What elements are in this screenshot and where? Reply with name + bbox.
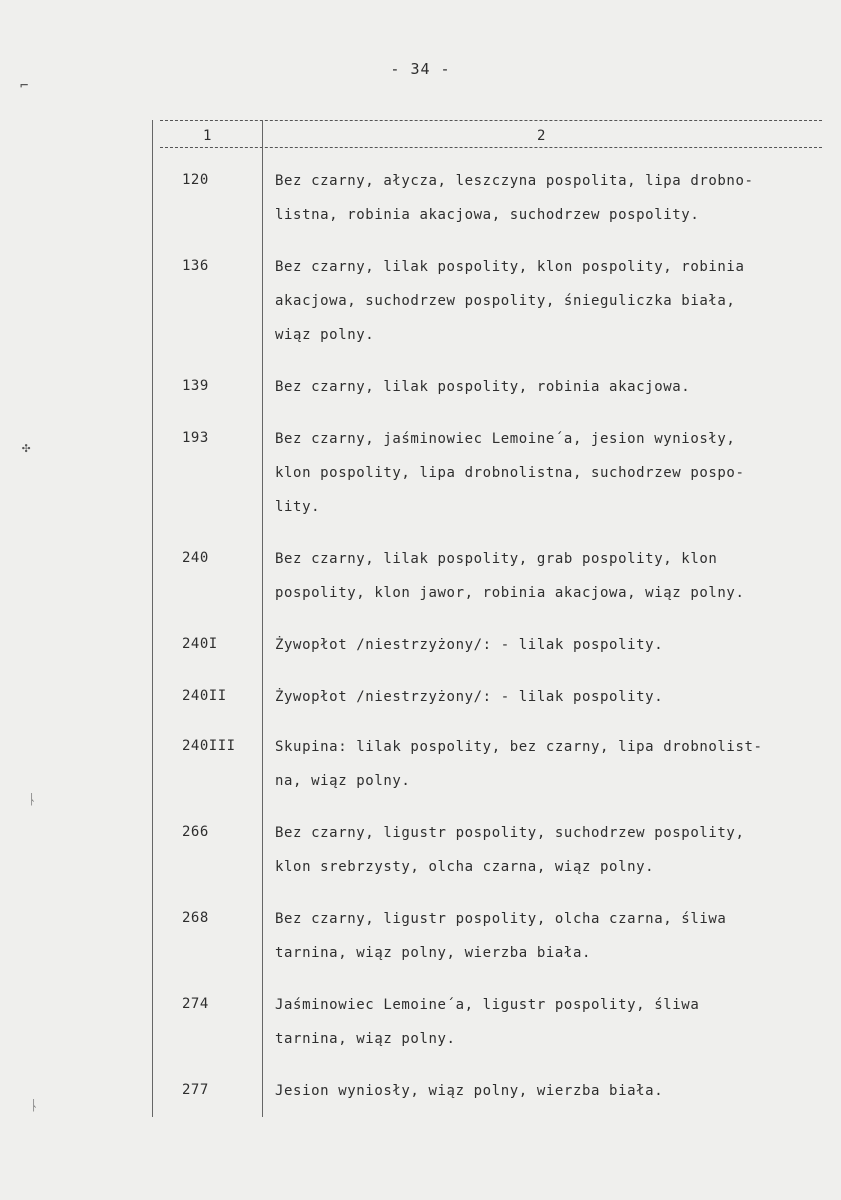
row-text-line: Żywopłot /niestrzyżony/: - lilak pospolity. — [275, 689, 664, 705]
row-text — [275, 1074, 835, 1108]
row-text-line: klon pospolity, lipa drobnolistna, suchodrzew pospo- — [275, 465, 745, 481]
row-text — [275, 542, 835, 610]
page-number: - 34 - — [390, 60, 451, 78]
row-text — [275, 628, 835, 662]
row-text-line: Bez czarny, ligustr pospolity, suchodrzew pospolity, — [275, 825, 745, 841]
row-text-line: Bez czarny, lilak pospolity, grab pospolity, klon — [275, 551, 718, 567]
row-text-line: listna, robinia akacjowa, suchodrzew pospolity. — [275, 207, 700, 223]
table-header-rule — [160, 147, 822, 148]
row-text — [275, 370, 835, 404]
row-number: 240I — [182, 636, 218, 652]
row-text — [275, 816, 835, 884]
table-column-divider — [262, 120, 263, 1117]
row-text-line: Bez czarny, ałycza, leszczyna pospolita, lipa drobno- — [275, 173, 754, 189]
row-number: 193 — [182, 430, 209, 446]
punch-mark-icon: ⌐ — [20, 78, 29, 94]
row-number: 136 — [182, 258, 209, 274]
row-text-line: Jesion wyniosły, wiąz polny, wierzba biała. — [275, 1083, 664, 1099]
row-text-line: klon srebrzysty, olcha czarna, wiąz polny. — [275, 859, 655, 875]
row-number: 240 — [182, 550, 209, 566]
row-number: 268 — [182, 910, 209, 926]
row-text-line: Żywopłot /niestrzyżony/: - lilak pospolity. — [275, 637, 664, 653]
punch-mark-icon: ᚿ — [30, 1098, 39, 1114]
column-header-2: 2 — [537, 128, 546, 144]
row-text-line: Bez czarny, lilak pospolity, klon pospolity, robinia — [275, 259, 745, 275]
row-number: 139 — [182, 378, 209, 394]
table-left-border — [152, 120, 153, 1117]
row-number: 274 — [182, 996, 209, 1012]
row-number: 120 — [182, 172, 209, 188]
row-text-line: Jaśminowiec Lemoine´a, ligustr pospolity, śliwa — [275, 997, 700, 1013]
row-text-line: Bez czarny, lilak pospolity, robinia akacjowa. — [275, 379, 691, 395]
punch-mark-icon: ✣ — [22, 440, 31, 456]
row-text-line: Skupina: lilak pospolity, bez czarny, lipa drobnolist- — [275, 739, 763, 755]
row-text — [275, 730, 835, 798]
row-text-line: tarnina, wiąz polny, wierzba biała. — [275, 945, 592, 961]
row-number: 240III — [182, 738, 236, 754]
row-text-line: tarnina, wiąz polny. — [275, 1031, 456, 1047]
row-text-line: akacjowa, suchodrzew pospolity, śnieguliczka biała, — [275, 293, 736, 309]
punch-mark-icon: ᚿ — [28, 792, 37, 808]
row-text — [275, 250, 835, 352]
row-text — [275, 422, 835, 524]
row-text — [275, 680, 835, 714]
table-top-rule — [160, 120, 822, 121]
row-text-line: pospolity, klon jawor, robinia akacjowa, wiąz polny. — [275, 585, 745, 601]
column-header-1: 1 — [203, 128, 212, 144]
row-text — [275, 988, 835, 1056]
row-number: 240II — [182, 688, 227, 704]
row-text-line: Bez czarny, ligustr pospolity, olcha czarna, śliwa — [275, 911, 727, 927]
row-number: 277 — [182, 1082, 209, 1098]
row-number: 266 — [182, 824, 209, 840]
row-text-line: wiąz polny. — [275, 327, 375, 343]
row-text-line: lity. — [275, 499, 321, 515]
row-text — [275, 902, 835, 970]
row-text — [275, 164, 835, 232]
row-text-line: na, wiąz polny. — [275, 773, 411, 789]
row-text-line: Bez czarny, jaśminowiec Lemoine´a, jesion wyniosły, — [275, 431, 736, 447]
